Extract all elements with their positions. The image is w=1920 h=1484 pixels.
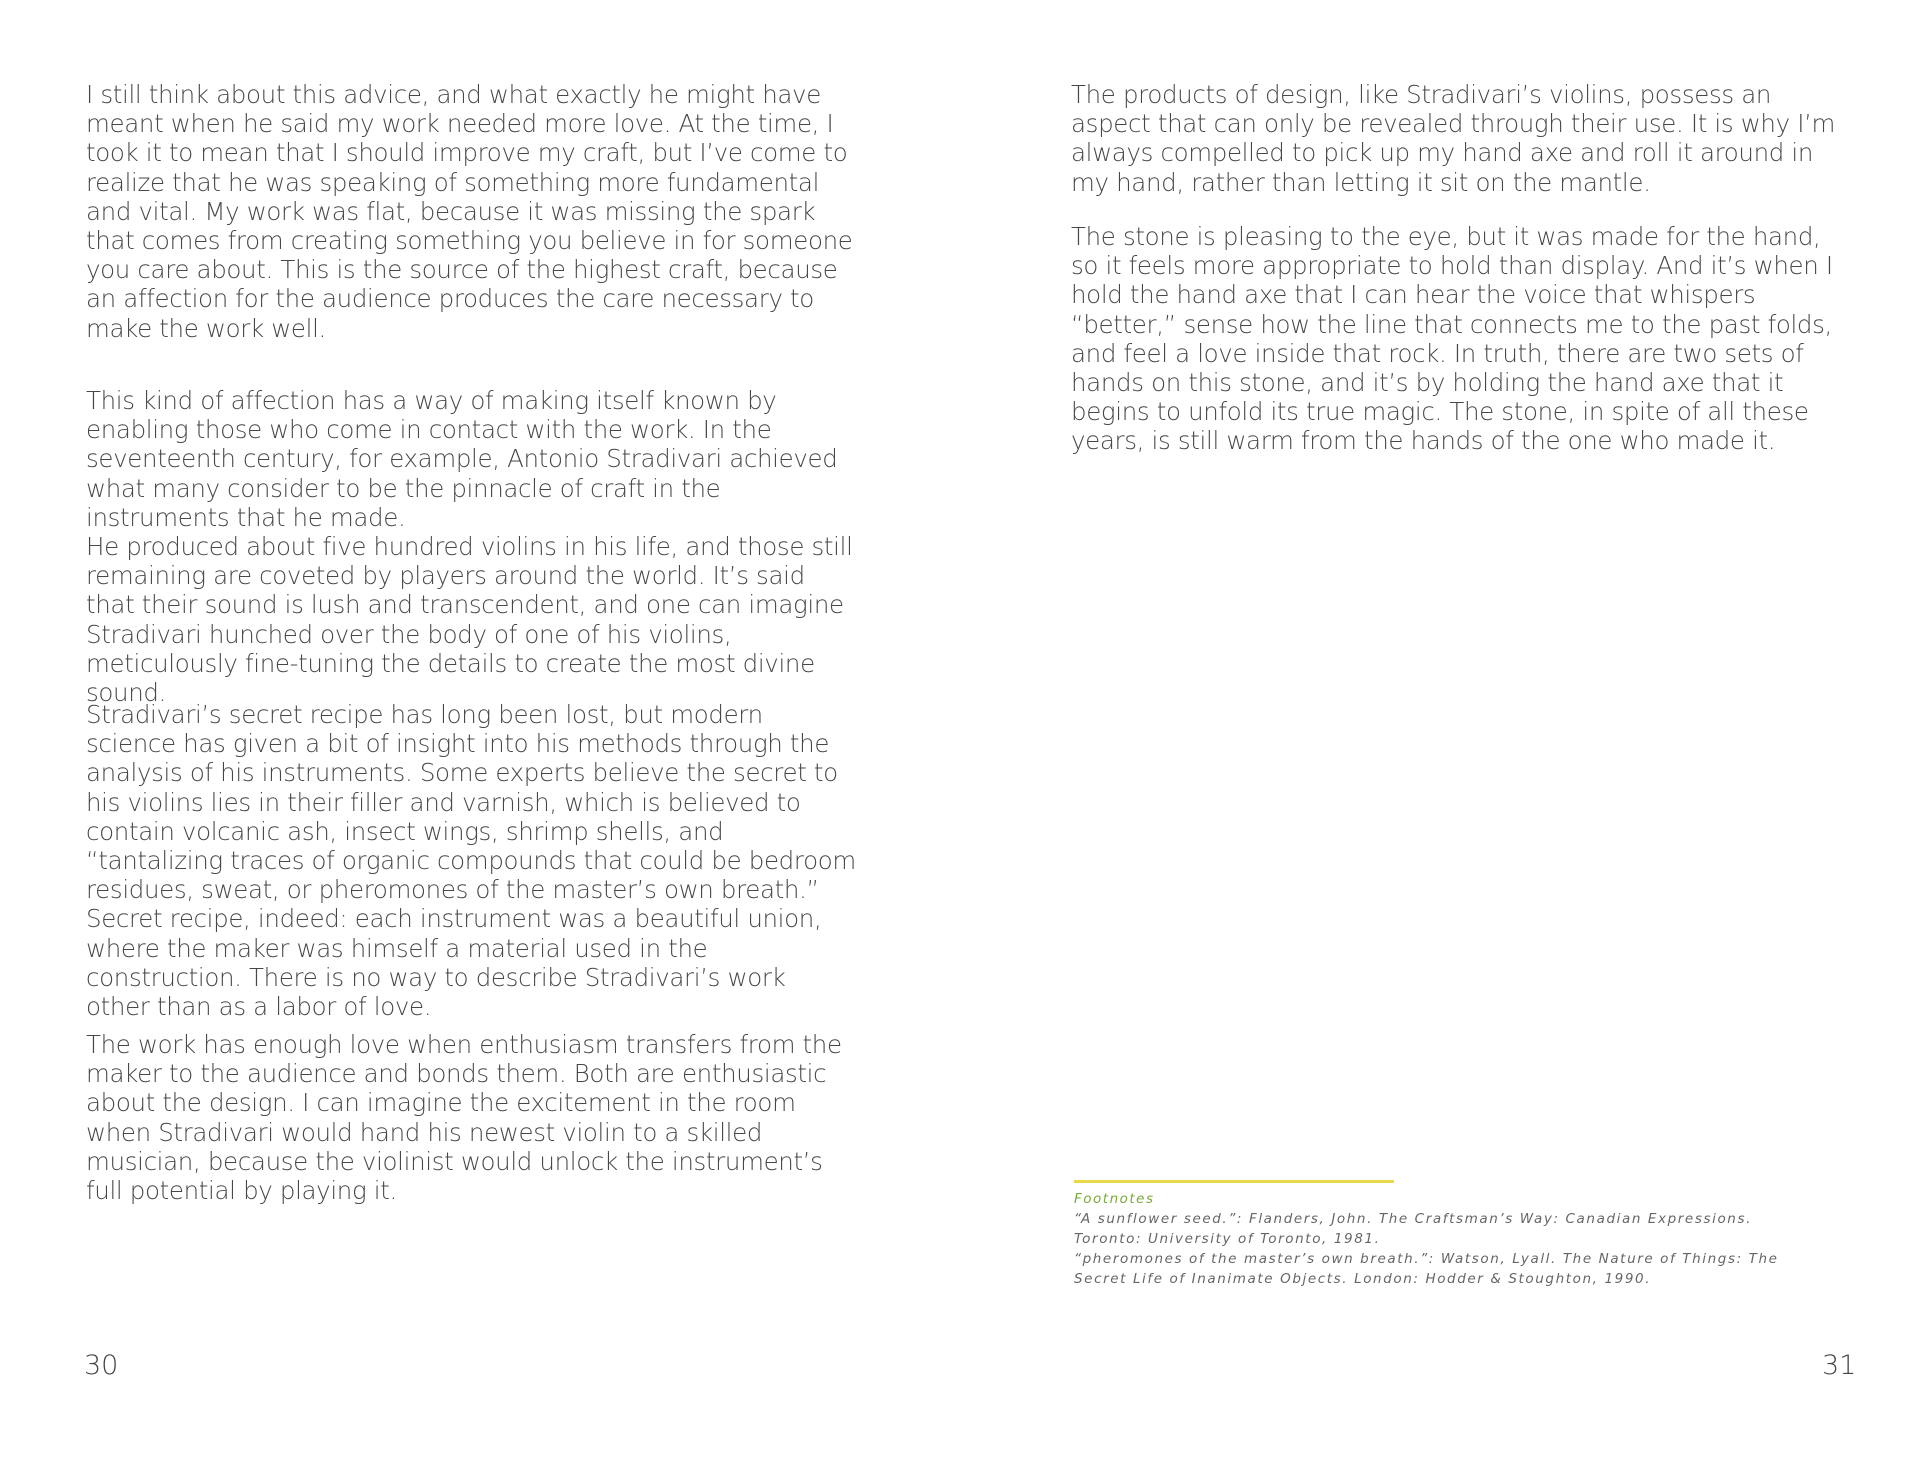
footnotes-heading: Footnotes [1074,1191,1155,1207]
page-number-left: 30 [84,1350,119,1381]
body-paragraph: The products of design, like Stradivari’s violins, possess an aspect that can only be revealed through their use. It is why I’m always compelled to pick up my hand axe and roll it around in my hand, rather than letting it sit on the mantle. [1071,80,1836,197]
footnotes-section [1074,1180,1814,1289]
body-paragraph: Stradivari’s secret recipe has long been lost, but modern science has given a bit of insight into his methods through the analysis of his instruments. Some experts believe the secret to his violins lies in their filler and varnish, which is believed to contain volcanic ash, insect wings, shrimp shells, and “tantalizing traces of organic compounds that could be bedroom residues, sweat, or pheromones of the master’s own breath.” Secret recipe, indeed: each instrument was a beautiful union, where the maker was himself a material used in the construction. There is no way to describe Stradivari’s work other than as a labor of love. [86,700,856,1022]
footnote-item: “A sunflower seed.”: Flanders, John. The Craftsman’s Way: Canadian Expressions. Toronto: University of Toronto, 1981. [1074,1211,1752,1247]
footnote-item: “pheromones of the master’s own breath.”: Watson, Lyall. The Nature of Things: The Secret Life of Inanimate Objects. London: Hodder & Stoughton, 1990. [1074,1251,1779,1287]
body-paragraph: He produced about five hundred violins in his life, and those still remaining are coveted by players around the world. It’s said that their sound is lush and transcendent, and one can imagine Stradivari hunched over the body of one of his violins, meticulously fine-tuning the details to create the most divine sound. [86,532,853,708]
body-paragraph: The stone is pleasing to the eye, but it was made for the hand, so it feels more appropriate to hold than display. And it’s when I hold the hand axe that I can hear the voice that whispers “better,” sense how the line that connects me to the past folds, and feel a love inside that rock. In truth, there are two sets of hands on this stone, and it’s by holding the hand axe that it begins to unfold its true magic. The stone, in spite of all these years, is still warm from the hands of the one who made it. [1071,222,1833,456]
page-number-right: 31 [1822,1350,1857,1381]
body-paragraph: This kind of affection has a way of making itself known by enabling those who come in contact with the work. In the seventeenth century, for example, Antonio Stradivari achieved what many consider to be the pinnacle of craft in the instruments that he made. [86,386,838,532]
body-paragraph: I still think about this advice, and what exactly he might have meant when he said my work needed more love. At the time, I took it to mean that I should improve my craft, but I’ve come to realize that he was speaking of something more fundamental and vital. My work was flat, because it was missing the spark that comes from creating something you believe in for someone you care about. This is the source of the highest craft, because an affection for the audience produces the care necessary to make the work well. [86,80,853,343]
body-paragraph: The work has enough love when enthusiasm transfers from the maker to the audience and bonds them. Both are enthusiastic about the design. I can imagine the excitement in the room when Stradivari would hand his newest violin to a skilled musician, because the violinist would unlock the instrument’s full potential by playing it. [86,1030,842,1206]
footnote-divider [1074,1180,1394,1183]
